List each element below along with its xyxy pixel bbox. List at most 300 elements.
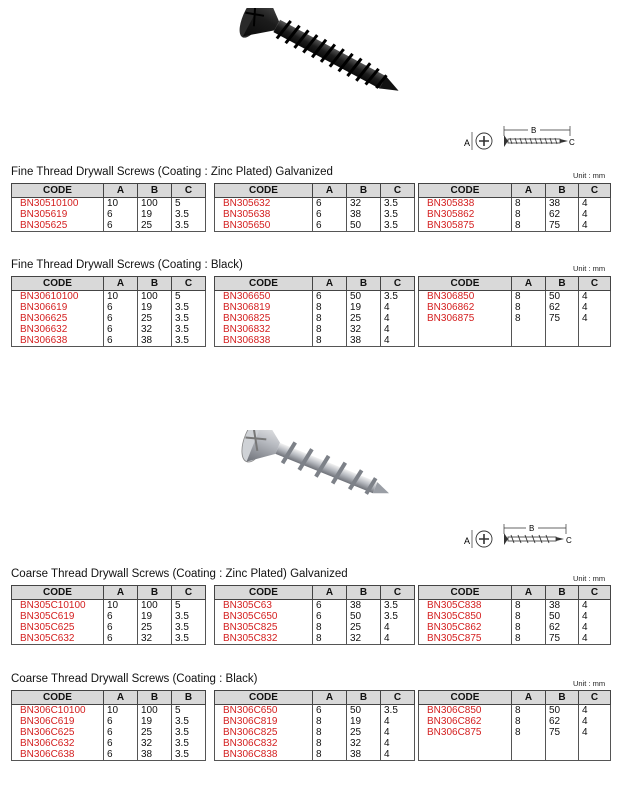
cell-b: 62	[546, 302, 579, 313]
table-row	[12, 738, 206, 749]
cell-code: BN306C619	[12, 716, 104, 727]
cell-c: 4	[579, 220, 611, 232]
spec-table	[214, 585, 415, 645]
table-row	[12, 291, 206, 303]
table-row	[12, 705, 206, 717]
cell-b: 32	[347, 633, 381, 645]
column-header-a: A	[512, 184, 546, 198]
cell-a: 8	[512, 220, 546, 232]
cell-a: 8	[512, 611, 546, 622]
table-row	[215, 749, 415, 761]
column-header-b: B	[138, 691, 172, 705]
column-header-c: C	[172, 277, 206, 291]
column-header-b: B	[546, 184, 579, 198]
cell-b: 25	[138, 313, 172, 324]
cell-c: 3.5	[381, 705, 415, 717]
cell-b: 62	[546, 622, 579, 633]
cell-c: 5	[172, 291, 206, 303]
cell-b: 100	[138, 291, 172, 303]
cell-code: BN305C619	[12, 611, 104, 622]
silver-screw-image	[220, 430, 405, 510]
column-header-b: B	[138, 184, 172, 198]
spec-table	[214, 276, 415, 347]
cell-code: BN306638	[12, 335, 104, 347]
section-title-coarse-zinc: Coarse Thread Drywall Screws (Coating : Zinc Plated) Galvanized	[11, 568, 348, 580]
cell-c: 4	[579, 291, 611, 303]
cell-b: 38	[347, 749, 381, 761]
cell-c: 3.5	[172, 633, 206, 645]
table-row	[12, 313, 206, 324]
cell-a: 6	[104, 209, 138, 220]
table-row	[215, 198, 415, 210]
table-row	[215, 611, 415, 622]
cell-a: 8	[512, 291, 546, 303]
table-row	[215, 209, 415, 220]
cell-b: 50	[546, 291, 579, 303]
cell-c: 4	[381, 622, 415, 633]
cell-a: 8	[512, 633, 546, 645]
dim-b-label: B	[531, 126, 537, 135]
cell-code: BN306850	[419, 291, 512, 303]
table-row	[215, 291, 415, 303]
dimension-diagram-icon	[462, 520, 580, 552]
table-row	[12, 716, 206, 727]
cell-a: 6	[104, 716, 138, 727]
cell-a: 8	[313, 749, 347, 761]
column-header-b: B	[347, 277, 381, 291]
cell-code: BN306C819	[215, 716, 313, 727]
cell-b: 19	[138, 209, 172, 220]
table-row	[215, 302, 415, 313]
column-header-c: C	[579, 277, 611, 291]
column-header-code: CODE	[215, 691, 313, 705]
cell-c: 3.5	[381, 611, 415, 622]
table-row	[419, 633, 611, 645]
cell-b: 50	[347, 291, 381, 303]
cell-c: 4	[579, 209, 611, 220]
cell-a: 10	[104, 198, 138, 210]
cell-b: 38	[347, 335, 381, 347]
cell-b	[546, 738, 579, 749]
cell-c: 3.5	[172, 220, 206, 232]
spec-table	[418, 585, 611, 645]
cell-code: BN305C632	[12, 633, 104, 645]
table-row	[419, 209, 611, 220]
cell-code: BN305C862	[419, 622, 512, 633]
table-row	[215, 716, 415, 727]
cell-a: 8	[313, 335, 347, 347]
table-row	[419, 622, 611, 633]
cell-a: 6	[104, 622, 138, 633]
cell-c: 4	[381, 335, 415, 347]
spec-table	[11, 690, 206, 761]
cell-a: 6	[313, 291, 347, 303]
cell-a	[512, 335, 546, 347]
cell-code: BN306C825	[215, 727, 313, 738]
column-header-c: C	[381, 691, 415, 705]
cell-b: 100	[138, 705, 172, 717]
unit-label: Unit : mm	[573, 171, 606, 180]
column-header-a: A	[104, 586, 138, 600]
cell-a: 8	[313, 716, 347, 727]
cell-b: 50	[546, 705, 579, 717]
table-row	[12, 611, 206, 622]
cell-c: 4	[381, 749, 415, 761]
cell-code: BN305C825	[215, 622, 313, 633]
table-row	[419, 220, 611, 232]
cell-b: 75	[546, 727, 579, 738]
cell-b	[546, 335, 579, 347]
cell-code	[419, 749, 512, 761]
table-row	[419, 600, 611, 612]
cell-b: 19	[138, 611, 172, 622]
column-header-code: CODE	[419, 586, 512, 600]
unit-label: Unit : mm	[573, 574, 606, 583]
table-row	[215, 600, 415, 612]
cell-c: 3.5	[172, 611, 206, 622]
unit-label: Unit : mm	[573, 264, 606, 273]
column-header-a: A	[512, 277, 546, 291]
cell-a: 10	[104, 291, 138, 303]
column-header-a: A	[512, 586, 546, 600]
cell-code: BN305C838	[419, 600, 512, 612]
cell-b: 38	[347, 600, 381, 612]
cell-c: 4	[381, 633, 415, 645]
cell-c: 4	[381, 302, 415, 313]
table-row	[12, 324, 206, 335]
cell-a: 8	[512, 209, 546, 220]
cell-a: 8	[512, 302, 546, 313]
cell-c: 3.5	[172, 335, 206, 347]
cell-c: 3.5	[381, 291, 415, 303]
table-row	[12, 749, 206, 761]
cell-code: BN306C850	[419, 705, 512, 717]
cell-a: 8	[512, 727, 546, 738]
cell-a: 6	[104, 302, 138, 313]
cell-a: 6	[104, 738, 138, 749]
cell-b: 100	[138, 198, 172, 210]
cell-code: BN306875	[419, 313, 512, 324]
cell-c: 4	[381, 313, 415, 324]
column-header-b: B	[138, 586, 172, 600]
column-header-code: CODE	[215, 277, 313, 291]
cell-c	[579, 749, 611, 761]
column-header-code: CODE	[215, 184, 313, 198]
cell-a: 10	[104, 705, 138, 717]
cell-c: 4	[579, 633, 611, 645]
cell-code: BN305862	[419, 209, 512, 220]
cell-b: 75	[546, 313, 579, 324]
cell-b: 38	[546, 198, 579, 210]
cell-code: BN306C638	[12, 749, 104, 761]
column-header-b: B	[347, 691, 381, 705]
table-row	[215, 727, 415, 738]
table-row	[215, 324, 415, 335]
column-header-code: CODE	[419, 277, 512, 291]
cell-a: 8	[313, 633, 347, 645]
cell-b: 32	[138, 738, 172, 749]
cell-a: 10	[104, 600, 138, 612]
cell-c: 4	[579, 611, 611, 622]
cell-a: 6	[104, 324, 138, 335]
cell-b: 19	[138, 716, 172, 727]
table-row	[12, 600, 206, 612]
cell-code: BN306C862	[419, 716, 512, 727]
cell-code: BN305875	[419, 220, 512, 232]
column-header-c: C	[579, 691, 611, 705]
cell-code: BN305650	[215, 220, 313, 232]
cell-code: BN306619	[12, 302, 104, 313]
column-header-c: C	[579, 586, 611, 600]
column-header-code: CODE	[12, 277, 104, 291]
column-header-code: CODE	[419, 691, 512, 705]
cell-code	[419, 335, 512, 347]
cell-b: 50	[347, 705, 381, 717]
column-header-c: C	[381, 586, 415, 600]
column-header-a: A	[104, 277, 138, 291]
column-header-b: B	[546, 277, 579, 291]
column-header-a: A	[313, 277, 347, 291]
cell-b	[546, 749, 579, 761]
cell-code: BN306650	[215, 291, 313, 303]
table-row	[419, 611, 611, 622]
table-row	[12, 727, 206, 738]
table-row	[419, 313, 611, 324]
table-row	[215, 622, 415, 633]
cell-b: 25	[138, 727, 172, 738]
cell-b: 25	[347, 622, 381, 633]
cell-b: 25	[138, 220, 172, 232]
cell-c: 3.5	[172, 727, 206, 738]
table-row	[419, 727, 611, 738]
dimension-diagram-icon	[462, 122, 580, 154]
table-row	[419, 716, 611, 727]
column-header-c: C	[381, 184, 415, 198]
cell-b: 25	[138, 622, 172, 633]
cell-b: 75	[546, 633, 579, 645]
table-row	[215, 705, 415, 717]
table-row	[419, 302, 611, 313]
cell-code: BN306C650	[215, 705, 313, 717]
cell-c: 3.5	[381, 220, 415, 232]
cell-code: BN305838	[419, 198, 512, 210]
cell-c: 3.5	[381, 209, 415, 220]
cell-a: 8	[313, 302, 347, 313]
column-header-c: C	[172, 184, 206, 198]
cell-code: BN306C838	[215, 749, 313, 761]
section-title-fine-zinc: Fine Thread Drywall Screws (Coating : Zinc Plated) Galvanized	[11, 166, 333, 178]
cell-a: 6	[313, 611, 347, 622]
cell-code	[419, 324, 512, 335]
cell-b: 25	[347, 727, 381, 738]
cell-code: BN306832	[215, 324, 313, 335]
cell-b: 32	[138, 324, 172, 335]
cell-code: BN306C875	[419, 727, 512, 738]
cell-b: 25	[347, 313, 381, 324]
cell-c: 3.5	[172, 313, 206, 324]
cell-c: 4	[579, 313, 611, 324]
cell-b: 19	[347, 302, 381, 313]
table-row	[12, 209, 206, 220]
cell-a: 6	[104, 335, 138, 347]
cell-b: 50	[347, 611, 381, 622]
cell-b: 62	[546, 209, 579, 220]
cell-a: 8	[512, 716, 546, 727]
cell-code: BN305C63	[215, 600, 313, 612]
cell-c: 4	[579, 600, 611, 612]
cell-code: BN306C632	[12, 738, 104, 749]
table-row	[12, 198, 206, 210]
cell-c: 4	[579, 716, 611, 727]
cell-a: 6	[104, 749, 138, 761]
table-row	[12, 633, 206, 645]
table-row	[419, 738, 611, 749]
table-row	[419, 324, 611, 335]
cell-a: 6	[104, 611, 138, 622]
spec-table	[11, 183, 206, 232]
spec-table	[214, 690, 415, 761]
cell-c: 5	[172, 600, 206, 612]
spec-table	[418, 276, 611, 347]
cell-c: 3.5	[172, 749, 206, 761]
cell-code: BN306C832	[215, 738, 313, 749]
cell-c: 4	[579, 622, 611, 633]
cell-b: 75	[546, 220, 579, 232]
cell-code: BN306C10100	[12, 705, 104, 717]
spec-table	[11, 585, 206, 645]
cell-code: BN30510100	[12, 198, 104, 210]
cell-a: 8	[512, 600, 546, 612]
column-header-a: A	[104, 691, 138, 705]
cell-b: 50	[546, 611, 579, 622]
cell-code: BN305C650	[215, 611, 313, 622]
cell-c: 4	[381, 727, 415, 738]
cell-b: 32	[347, 738, 381, 749]
table-row	[215, 335, 415, 347]
column-header-code: CODE	[12, 586, 104, 600]
spec-table	[418, 690, 611, 761]
column-header-b: B	[546, 586, 579, 600]
dim-c-label: C	[566, 536, 572, 545]
cell-a: 6	[313, 220, 347, 232]
column-header-code: CODE	[215, 586, 313, 600]
cell-a: 8	[313, 324, 347, 335]
column-header-c: C	[579, 184, 611, 198]
cell-b: 19	[138, 302, 172, 313]
cell-code: BN305C10100	[12, 600, 104, 612]
cell-c: 4	[579, 198, 611, 210]
cell-a: 6	[313, 198, 347, 210]
cell-b: 100	[138, 600, 172, 612]
cell-b: 32	[347, 324, 381, 335]
cell-code: BN306C625	[12, 727, 104, 738]
column-header-c: C	[381, 277, 415, 291]
table-row	[419, 291, 611, 303]
column-header-c: B	[172, 691, 206, 705]
cell-code: BN306838	[215, 335, 313, 347]
cell-c: 4	[579, 727, 611, 738]
cell-code: BN305625	[12, 220, 104, 232]
cell-c: 5	[172, 705, 206, 717]
cell-code: BN305638	[215, 209, 313, 220]
column-header-a: A	[512, 691, 546, 705]
section-title-coarse-black: Coarse Thread Drywall Screws (Coating : Black)	[11, 673, 258, 685]
cell-c: 5	[172, 198, 206, 210]
table-row	[215, 738, 415, 749]
table-row	[419, 705, 611, 717]
spec-table	[418, 183, 611, 232]
table-row	[215, 313, 415, 324]
cell-c: 3.5	[172, 622, 206, 633]
cell-code: BN306825	[215, 313, 313, 324]
cell-code: BN306819	[215, 302, 313, 313]
cell-code: BN305C832	[215, 633, 313, 645]
column-header-code: CODE	[12, 691, 104, 705]
column-header-code: CODE	[12, 184, 104, 198]
cell-b: 19	[347, 716, 381, 727]
column-header-b: B	[138, 277, 172, 291]
cell-code: BN306862	[419, 302, 512, 313]
cell-b: 50	[347, 220, 381, 232]
cell-c	[579, 324, 611, 335]
table-row	[419, 335, 611, 347]
dim-b-label: B	[529, 524, 535, 533]
cell-b	[546, 324, 579, 335]
dim-c-label: C	[569, 138, 575, 147]
cell-a: 6	[313, 705, 347, 717]
cell-b: 38	[546, 600, 579, 612]
cell-a: 8	[313, 313, 347, 324]
column-header-a: A	[313, 184, 347, 198]
table-row	[215, 633, 415, 645]
dim-a-label: A	[464, 536, 471, 546]
column-header-b: B	[546, 691, 579, 705]
cell-a: 8	[512, 622, 546, 633]
cell-a: 6	[104, 727, 138, 738]
column-header-code: CODE	[419, 184, 512, 198]
cell-code: BN30610100	[12, 291, 104, 303]
cell-c: 4	[579, 302, 611, 313]
table-row	[12, 220, 206, 232]
cell-c: 3.5	[172, 302, 206, 313]
cell-a: 6	[104, 220, 138, 232]
cell-c	[579, 335, 611, 347]
table-row	[12, 302, 206, 313]
cell-c: 4	[579, 705, 611, 717]
black-screw-image	[205, 8, 415, 108]
cell-a: 8	[512, 198, 546, 210]
section-title-fine-black: Fine Thread Drywall Screws (Coating : Black)	[11, 259, 243, 271]
spec-table	[214, 183, 415, 232]
cell-c: 3.5	[381, 198, 415, 210]
cell-b: 38	[347, 209, 381, 220]
unit-label: Unit : mm	[573, 679, 606, 688]
cell-c: 4	[381, 324, 415, 335]
cell-code: BN305619	[12, 209, 104, 220]
column-header-a: A	[313, 691, 347, 705]
cell-code: BN305632	[215, 198, 313, 210]
cell-c: 3.5	[172, 209, 206, 220]
column-header-b: B	[347, 184, 381, 198]
cell-a: 6	[313, 209, 347, 220]
cell-c: 4	[381, 716, 415, 727]
cell-a: 8	[313, 727, 347, 738]
column-header-a: A	[104, 184, 138, 198]
cell-a	[512, 749, 546, 761]
cell-a: 6	[104, 633, 138, 645]
cell-code	[419, 738, 512, 749]
cell-code: BN306625	[12, 313, 104, 324]
